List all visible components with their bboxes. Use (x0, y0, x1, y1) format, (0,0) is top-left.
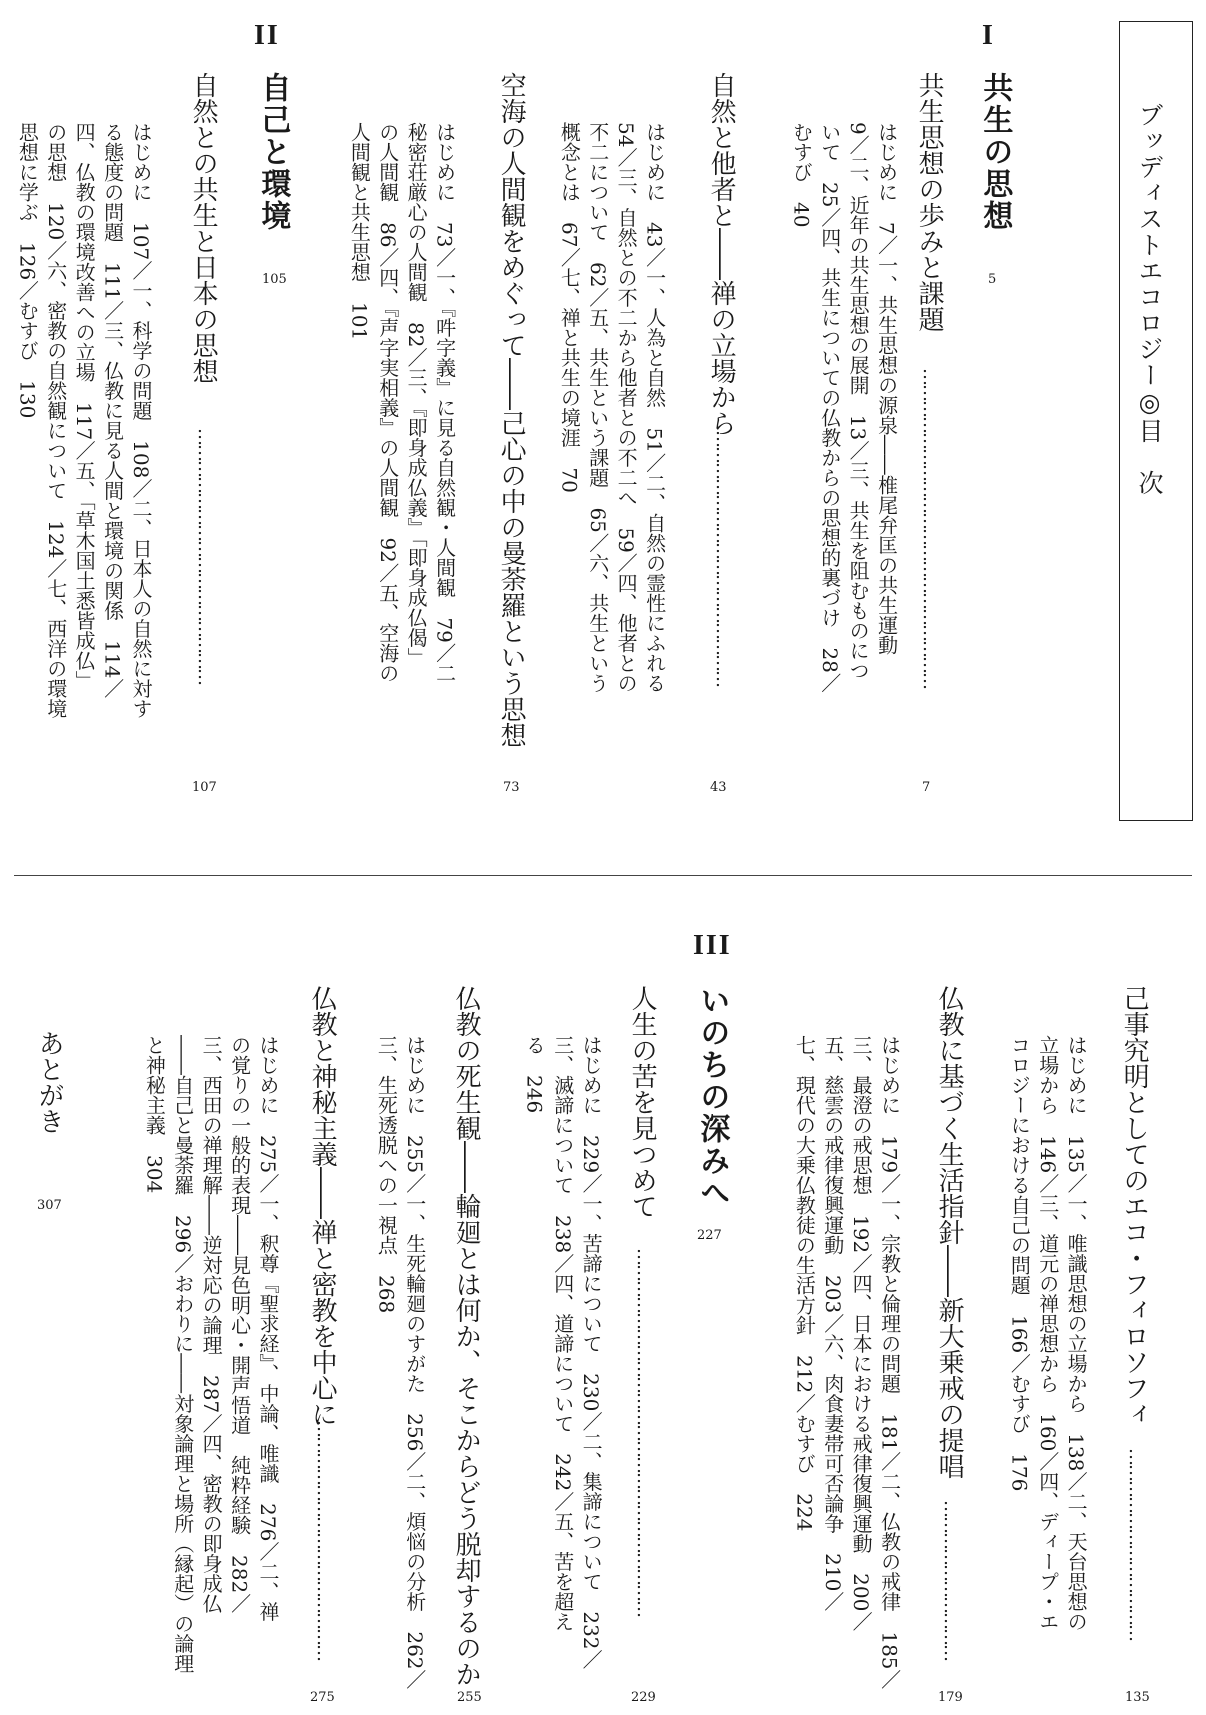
chapter-5-page: 135 (1125, 1690, 1150, 1705)
book-title: ブッディストエコロジー◎目 次 (1135, 102, 1164, 496)
chapter-3-page: 73 (503, 780, 520, 795)
part-1-numeral: I (982, 20, 995, 51)
half-divider (14, 875, 1192, 876)
chapter-4-contents: はじめに 107／一、科学の問題 108／二、日本人の自然に対す る態度の問題 111／三、仏教に見る人間と環境の関係 114／ 四、仏教の環境改善への立場 117／五、「草木国土悉皆成仏」 の思想 120／六、密教の自然観について 124／七、西洋の環境 思想に学ぶ 126／むすび 130 (15, 122, 153, 719)
chapter-8-title: 仏教の死生観――輪廻とは何か、そこからどう脱却するのか (451, 985, 482, 1687)
chapter-6-page: 179 (938, 1690, 963, 1705)
chapter-3-contents: はじめに 73／一、『吽字義』に見る自然観・人間観 79／二 秘密荘厳心の人間観 82／三、『即身成仏義』「即身成仏偈」 の人間観 86／四、『声字実相義』の人間観 92／五、空海の 人間観と共生思想 101 (347, 122, 457, 683)
chapter-7-leader: …………………………………………………………… (633, 1248, 654, 1616)
afterword-page: 307 (37, 1198, 62, 1213)
chapter-2-title: 自然と他者と――禅の立場から (706, 72, 737, 436)
part-3-numeral: III (693, 930, 732, 961)
chapter-9-title: 仏教と神秘主義――禅と密教を中心に (307, 985, 338, 1427)
chapter-7-title: 人生の苦を見つめて (627, 985, 658, 1219)
chapter-8-contents: はじめに 255／一、生死輪廻のすがた 256／二、煩悩の分析 262／ 三、生死透脱への一視点 268 (374, 1035, 427, 1690)
chapter-5-leader: ……………………………… (1125, 1448, 1146, 1640)
chapter-2-page: 43 (710, 780, 727, 795)
chapter-9-contents: はじめに 275／一、釈尊『聖求経』、中論、唯識 276／二、禅 の覚りの一般的表現――見色明心・開声悟道 純粋経験 282／ 三、西田の禅理解――逆対応の論理 287／四、密教の即身成仏 ――自己と曼荼羅 296／おわりに――対象論理と場所（縁起）の論理 と神秘主義 304 (142, 1035, 280, 1674)
part-2-page: 105 (262, 272, 287, 287)
part-3-page: 227 (697, 1228, 722, 1243)
chapter-7-page: 229 (631, 1690, 656, 1705)
chapter-1-page: 7 (922, 780, 931, 795)
part-3-title: いのちの深みへ (694, 985, 730, 1209)
afterword-title: あとがき (34, 1030, 65, 1134)
book-title-box (1119, 21, 1193, 821)
chapter-1-title: 共生思想の歩みと課題 (914, 72, 945, 332)
part-1-title: 共生の思想 (977, 72, 1013, 232)
part-2-numeral: II (254, 20, 280, 51)
chapter-2-contents: はじめに 43／一、人為と自然 51／二、自然の霊性にふれる 54／三、自然との不二から他者との不二へ 59／四、他者との 不二について 62／五、共生という課題 65／六、共生という 概念とは 67／七、禅と共生の境涯 70 (557, 122, 667, 693)
chapter-2-leader: ………………………………………… (712, 430, 733, 686)
part-1-page: 5 (988, 272, 997, 287)
chapter-4-title: 自然との共生と日本の思想 (188, 72, 219, 384)
chapter-6-contents: はじめに 179／一、宗教と倫理の問題 181／二、仏教の戒律 185／ 三、最澄の戒思想 192／四、日本における戒律復興運動 200／ 五、慈雲の戒律復興運動 203／六、肉食妻帯可否論争 210／ 七、現代の大乗仏教徒の生活方針 212／むすび 224 (792, 1035, 902, 1690)
chapter-6-leader: ………………………… (940, 1500, 961, 1660)
chapter-8-page: 255 (457, 1690, 482, 1705)
chapter-4-leader: ………………………………………… (194, 428, 215, 684)
chapter-1-leader: …………………………………………………… (919, 368, 940, 688)
chapter-3-title: 空海の人間観をめぐって――己心の中の曼荼羅という思想 (496, 72, 527, 748)
chapter-9-page: 275 (310, 1690, 335, 1705)
part-2-title: 自己と環境 (255, 72, 291, 232)
chapter-5-title: 己事究明としてのエコ・フィロソフィ (1119, 985, 1150, 1427)
chapter-6-title: 仏教に基づく生活指針――新大乗戒の提唱 (934, 985, 965, 1479)
chapter-9-leader: ……………………………………… (313, 1420, 334, 1660)
chapter-4-page: 107 (192, 780, 217, 795)
chapter-5-contents: はじめに 135／一、唯識思想の立場から 138／二、天台思想の 立場から 146／三、道元の禅思想から 160／四、ディープ・エ コロジーにおける自己の問題 166／むすび 176 (1007, 1035, 1089, 1632)
chapter-7-contents: はじめに 229／一、苦諦について 230／二、集諦について 232／ 三、滅諦について 238／四、道諦について 242／五、苦を超え る 246 (522, 1035, 604, 1670)
chapter-1-contents: はじめに 7／一、共生思想の源泉――椎尾弁匡の共生運動 9／二、近年の共生思想の展開 13／三、共生を阻むものにつ いて 25／四、共生についての仏教からの思想的裏づけ 28／ むすび 40 (789, 122, 899, 693)
